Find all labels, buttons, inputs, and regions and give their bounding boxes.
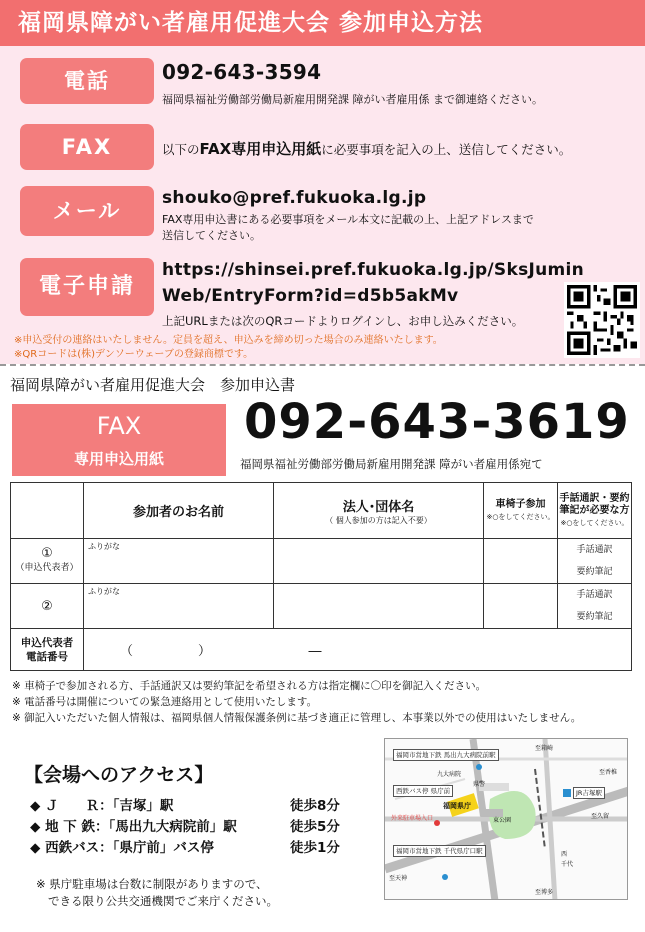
option-sign-language[interactable]: 手話通訳 xyxy=(576,590,613,600)
application-form-table xyxy=(10,482,632,671)
tel-description: 福岡県福祉労働部労働局新雇用開発課 障がい者雇用係 まで御連絡ください。 xyxy=(162,93,543,106)
mail-method-badge: メール xyxy=(20,186,154,236)
fax-form-badge xyxy=(12,404,226,476)
map-label-jr-station: JR吉塚駅 xyxy=(573,787,605,799)
map-label-tenjin: 至天神 xyxy=(389,875,408,882)
online-url-line1[interactable]: https://shinsei.pref.fukuoka.lg.jp/SksJumin xyxy=(162,260,585,280)
header-organization: 法人･団体名 （ 個人参加の方は記入不要） xyxy=(274,483,484,539)
map-label-sencho: 千代 xyxy=(561,861,574,868)
row-number: ② xyxy=(11,584,84,629)
table-header-row xyxy=(11,483,632,539)
form-title: 福岡県障がい者雇用促進大会 参加申込書 xyxy=(10,376,296,394)
tel-method-badge: 電話 xyxy=(20,58,154,104)
fax-form-badge-line1: FAX xyxy=(96,412,142,440)
name-input-cell[interactable]: ふりがな xyxy=(84,584,274,629)
parking-note: ※ 県庁駐車場は台数に制限がありますので、 できる限り公共交通機関でご来庁ください。 xyxy=(36,877,278,908)
tel-number[interactable]: 092-643-3594 xyxy=(162,60,322,84)
map-label-kurume: 至久留 xyxy=(591,813,610,820)
map-label-prefecture-office: 福岡県庁 xyxy=(443,802,471,810)
table-row xyxy=(11,584,632,629)
map-label-hakozaki: 至箱崎 xyxy=(535,745,554,752)
top-note: ※申込受付の連絡はいたしません。定員を超え、申込みを締め切った場合のみ連絡いたします。 xyxy=(14,335,443,346)
form-note: ※ 車椅子で参加される方、手話通訳又は要約筆記を希望される方は指定欄に〇印を御記入ください。 xyxy=(12,680,487,692)
form-note: ※ 電話番号は開催についての緊急連絡用として使用いたします。 xyxy=(12,696,318,708)
fax-recipient: 福岡県福祉労働部労働局新雇用開発課 障がい者雇用係宛て xyxy=(240,457,543,471)
map-label-subway-station: 福岡市営地下鉄 馬出九大病院前駅 xyxy=(393,749,499,761)
access-route: ◆ Ｊ Ｒ：「吉塚」駅 徒歩8分 xyxy=(30,798,340,814)
mail-address[interactable]: shouko@pref.fukuoka.lg.jp xyxy=(162,188,427,208)
qr-code-icon[interactable] xyxy=(564,282,640,358)
support-options-cell[interactable] xyxy=(558,539,632,584)
organization-input-cell[interactable] xyxy=(274,539,484,584)
map-label-park: 東公園 xyxy=(493,817,512,824)
option-summary-writing[interactable]: 要約筆記 xyxy=(576,567,613,577)
page-title: 福岡県障がい者雇用促進大会 参加申込方法 xyxy=(18,10,484,36)
fax-form-badge-line2: 専用申込用紙 xyxy=(73,450,164,468)
fax-method-badge: FAX xyxy=(20,124,154,170)
header-support: 手話通訳・要約筆記が必要な方 ※○をしてください。 xyxy=(558,483,632,539)
online-method-badge: 電子申請 xyxy=(20,258,154,316)
map-label-bus-stop: 西鉄バス停 県庁前 xyxy=(393,785,453,797)
organization-input-cell[interactable] xyxy=(274,584,484,629)
fax-number[interactable]: 092-643-3619 xyxy=(244,394,630,450)
mail-description-1: FAX専用申込書にある必要事項をメール本文に記載の上、上記アドレスまで xyxy=(162,213,534,226)
map-label-chiyo-station: 福岡市営地下鉄 千代県庁口駅 xyxy=(393,845,486,857)
online-description: 上記URLまたは次のQRコードよりログインし、お申し込みください。 xyxy=(162,314,524,328)
map-label-nishi: 西 xyxy=(561,851,568,858)
top-notes xyxy=(14,334,443,362)
cut-line xyxy=(0,364,645,366)
map-label-police: 県警 xyxy=(473,781,486,788)
fax-description: 以下のFAX専用申込用紙に必要事項を記入の上、送信してください。 xyxy=(162,140,572,158)
map-label-hospital: 九大病院 xyxy=(437,771,462,778)
map-label-kashii: 至香椎 xyxy=(599,769,618,776)
phone-label: 申込代表者 電話番号 xyxy=(11,629,84,671)
table-row xyxy=(11,539,632,584)
phone-row xyxy=(11,629,632,671)
access-route-list xyxy=(30,796,360,859)
mail-description-2: 送信してください。 xyxy=(162,229,261,242)
phone-input-cell[interactable]: （ ） ― xyxy=(84,629,632,671)
wheelchair-input-cell[interactable] xyxy=(484,584,558,629)
access-route: ◆ 西鉄バス：「県庁前」バス停 徒歩1分 xyxy=(30,840,340,856)
header-banner xyxy=(0,0,645,46)
header-name: 参加者のお名前 xyxy=(84,483,274,539)
application-methods-panel xyxy=(0,46,645,364)
access-title: 【会場へのアクセス】 xyxy=(24,764,214,786)
wheelchair-input-cell[interactable] xyxy=(484,539,558,584)
form-note: ※ 御記入いただいた個人情報は、福岡県個人情報保護条例に基づき適正に管理し、本事業以外での使用はいたしません。 xyxy=(12,712,582,724)
header-wheelchair: 車椅子参加 ※○をしてください。 xyxy=(484,483,558,539)
header-number-cell xyxy=(11,483,84,539)
map-label-hakata: 至博多 xyxy=(535,889,554,896)
form-notes xyxy=(12,678,581,726)
option-sign-language[interactable]: 手話通訳 xyxy=(576,545,613,555)
support-options-cell[interactable] xyxy=(558,584,632,629)
option-summary-writing[interactable]: 要約筆記 xyxy=(576,612,613,622)
access-route: ◆ 地 下 鉄：「馬出九大病院前」駅 徒歩5分 xyxy=(30,819,340,835)
top-note: ※QRコードは(株)デンソーウェーブの登録商標です。 xyxy=(14,349,254,360)
access-map xyxy=(384,738,628,900)
online-url-line2[interactable]: Web/EntryForm?id=d5b5akMv xyxy=(162,286,459,306)
name-input-cell[interactable]: ふりがな xyxy=(84,539,274,584)
row-number: ① （申込代表者） xyxy=(11,539,84,584)
map-label-parking-entrance: 外来駐車場入口 xyxy=(391,815,434,822)
